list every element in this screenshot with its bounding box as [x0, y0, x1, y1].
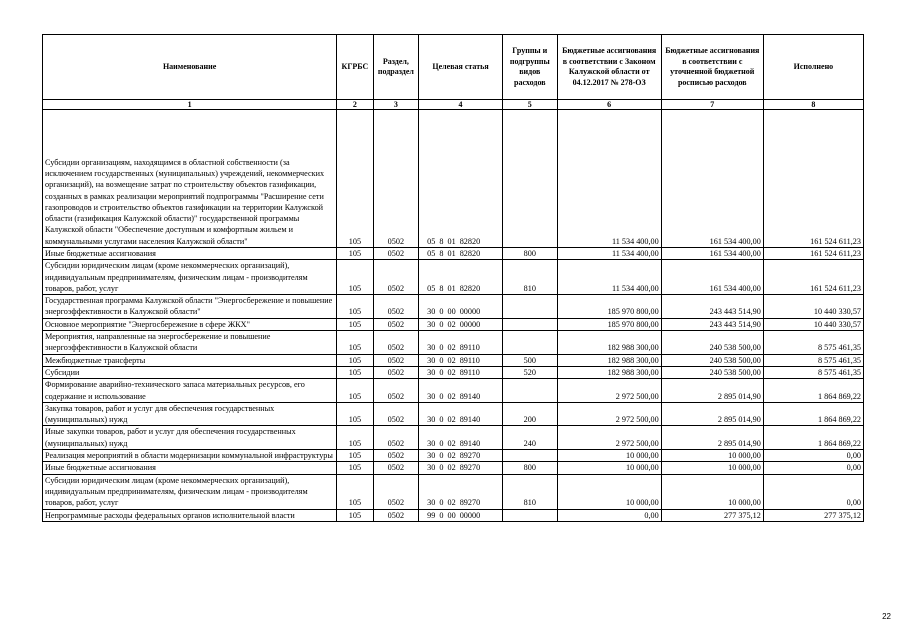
- row-name: Государственная программа Калужской области "Энергосбережение и повышение энергоэффективности в Калужской области": [43, 295, 337, 319]
- row-section: 0502: [373, 318, 418, 330]
- column-number: 6: [557, 100, 661, 110]
- table-row: [43, 260, 864, 295]
- row-section: 0502: [373, 379, 418, 403]
- row-group: [503, 110, 558, 248]
- table-row: [43, 474, 864, 509]
- row-section: 0502: [373, 426, 418, 450]
- row-target: 30 0 02 89110: [419, 366, 503, 378]
- row-refined: 243 443 514,90: [661, 295, 763, 319]
- header-section: Раздел, подраздел: [373, 35, 418, 100]
- row-section: 0502: [373, 295, 418, 319]
- row-executed: 161 524 611,23: [763, 260, 863, 295]
- row-name: Закупка товаров, работ и услуг для обеспечения государственных (муниципальных) нужд: [43, 402, 337, 426]
- row-executed: 1 864 869,22: [763, 379, 863, 403]
- row-law: 11 534 400,00: [557, 110, 661, 248]
- row-name: Непрограммные расходы федеральных органов исполнительной власти: [43, 509, 337, 521]
- row-executed: 10 440 330,57: [763, 295, 863, 319]
- row-target: 99 0 00 00000: [419, 509, 503, 521]
- row-target: 05 8 01 82820: [419, 260, 503, 295]
- row-executed: 8 575 461,35: [763, 354, 863, 366]
- row-name: Субсидии организациям, находящимся в областной собственности (за исключением государственных (муниципальных) учреждений, некоммерческих организаций), на возмещение затрат по строительству объектов газификации, созданных в рамках реализации мероприятий подпрограммы "Расширение сети газопроводов и строительство объектов газификации на территории Калужской области (газификация Калужской области)" государственной программы Калужской области "Обеспечение доступным и комфортным жильем и коммунальными услугами населения Калужской области": [43, 110, 337, 248]
- row-executed: 0,00: [763, 462, 863, 474]
- row-kgrbs: 105: [337, 295, 373, 319]
- row-group: [503, 318, 558, 330]
- row-refined: 277 375,12: [661, 509, 763, 521]
- row-kgrbs: 105: [337, 110, 373, 248]
- row-section: 0502: [373, 331, 418, 355]
- row-kgrbs: 105: [337, 331, 373, 355]
- row-target: 30 0 02 89140: [419, 379, 503, 403]
- row-target: 30 0 02 89110: [419, 354, 503, 366]
- table-row: [43, 248, 864, 260]
- budget-table: [42, 34, 864, 522]
- column-number-row: [43, 100, 864, 110]
- column-number: 3: [373, 100, 418, 110]
- row-refined: 2 895 014,90: [661, 379, 763, 403]
- table-header-row: [43, 35, 864, 100]
- row-executed: 1 864 869,22: [763, 426, 863, 450]
- column-number: 5: [503, 100, 558, 110]
- row-executed: 277 375,12: [763, 509, 863, 521]
- table-row: [43, 450, 864, 462]
- header-kgrbs: КГРБС: [337, 35, 373, 100]
- row-kgrbs: 105: [337, 509, 373, 521]
- column-number: 2: [337, 100, 373, 110]
- row-section: 0502: [373, 402, 418, 426]
- row-section: 0502: [373, 260, 418, 295]
- row-group: 200: [503, 402, 558, 426]
- row-kgrbs: 105: [337, 474, 373, 509]
- row-target: 30 0 02 89140: [419, 402, 503, 426]
- row-kgrbs: 105: [337, 354, 373, 366]
- row-executed: 0,00: [763, 450, 863, 462]
- row-section: 0502: [373, 354, 418, 366]
- row-executed: 161 524 611,23: [763, 248, 863, 260]
- row-group: 800: [503, 248, 558, 260]
- column-number: 8: [763, 100, 863, 110]
- row-target: 30 0 02 89110: [419, 331, 503, 355]
- row-law: 182 988 300,00: [557, 331, 661, 355]
- row-section: 0502: [373, 110, 418, 248]
- row-law: 11 534 400,00: [557, 260, 661, 295]
- row-law: 182 988 300,00: [557, 354, 661, 366]
- row-refined: 240 538 500,00: [661, 331, 763, 355]
- page-number: 22: [882, 612, 891, 621]
- budget-table-sheet: [42, 34, 864, 522]
- row-target: 30 0 02 89140: [419, 426, 503, 450]
- header-target: Целевая статья: [419, 35, 503, 100]
- table-row: [43, 426, 864, 450]
- table-row: [43, 295, 864, 319]
- row-executed: 1 864 869,22: [763, 402, 863, 426]
- table-row: [43, 366, 864, 378]
- column-number: 1: [43, 100, 337, 110]
- row-name: Субсидии юридическим лицам (кроме некоммерческих организаций), индивидуальным предпринимателям, физическим лицам - производителям товаров, работ, услуг: [43, 474, 337, 509]
- row-group: 500: [503, 354, 558, 366]
- row-law: 11 534 400,00: [557, 248, 661, 260]
- header-name: Наименование: [43, 35, 337, 100]
- row-section: 0502: [373, 509, 418, 521]
- row-law: 2 972 500,00: [557, 379, 661, 403]
- table-row: [43, 402, 864, 426]
- row-law: 185 970 800,00: [557, 295, 661, 319]
- row-refined: 10 000,00: [661, 474, 763, 509]
- table-row: [43, 462, 864, 474]
- row-section: 0502: [373, 248, 418, 260]
- table-row: [43, 379, 864, 403]
- row-target: 05 8 01 82820: [419, 248, 503, 260]
- row-name: Субсидии юридическим лицам (кроме некоммерческих организаций), индивидуальным предпринимателям, физическим лицам - производителям товаров, работ, услуг: [43, 260, 337, 295]
- row-law: 185 970 800,00: [557, 318, 661, 330]
- row-law: 2 972 500,00: [557, 402, 661, 426]
- header-budget-refined: Бюджетные ассигнования в соответствии с уточненной бюджетной росписью расходов: [661, 35, 763, 100]
- row-section: 0502: [373, 366, 418, 378]
- row-group: 810: [503, 260, 558, 295]
- header-expense-group: Группы и подгруппы видов расходов: [503, 35, 558, 100]
- row-target: 30 0 02 89270: [419, 462, 503, 474]
- row-kgrbs: 105: [337, 462, 373, 474]
- row-refined: 10 000,00: [661, 462, 763, 474]
- row-section: 0502: [373, 450, 418, 462]
- row-refined: 2 895 014,90: [661, 402, 763, 426]
- table-row: [43, 331, 864, 355]
- row-executed: 10 440 330,57: [763, 318, 863, 330]
- table-row: [43, 110, 864, 248]
- row-refined: 161 534 400,00: [661, 110, 763, 248]
- row-refined: 161 534 400,00: [661, 260, 763, 295]
- header-executed: Исполнено: [763, 35, 863, 100]
- row-name: Реализация мероприятий в области модернизации коммунальной инфраструктуры: [43, 450, 337, 462]
- row-kgrbs: 105: [337, 426, 373, 450]
- row-name: Мероприятия, направленные на энергосбережение и повышение энергоэффективности в Калужской области: [43, 331, 337, 355]
- row-group: 520: [503, 366, 558, 378]
- row-kgrbs: 105: [337, 248, 373, 260]
- row-section: 0502: [373, 462, 418, 474]
- row-group: 800: [503, 462, 558, 474]
- row-kgrbs: 105: [337, 366, 373, 378]
- table-row: [43, 354, 864, 366]
- row-group: [503, 379, 558, 403]
- row-kgrbs: 105: [337, 379, 373, 403]
- row-kgrbs: 105: [337, 260, 373, 295]
- table-row: [43, 318, 864, 330]
- row-law: 2 972 500,00: [557, 426, 661, 450]
- row-section: 0502: [373, 474, 418, 509]
- row-refined: 243 443 514,90: [661, 318, 763, 330]
- row-refined: 10 000,00: [661, 450, 763, 462]
- row-name: Субсидии: [43, 366, 337, 378]
- row-group: 810: [503, 474, 558, 509]
- row-name: Основное мероприятие "Энергосбережение в сфере ЖКХ": [43, 318, 337, 330]
- table-row: [43, 509, 864, 521]
- row-kgrbs: 105: [337, 402, 373, 426]
- row-name: Иные закупки товаров, работ и услуг для обеспечения государственных (муниципальных) нужд: [43, 426, 337, 450]
- row-target: 05 8 01 82820: [419, 110, 503, 248]
- row-name: Иные бюджетные ассигнования: [43, 462, 337, 474]
- row-law: 10 000,00: [557, 474, 661, 509]
- row-name: Формирование аварийно-технического запаса материальных ресурсов, его содержание и использование: [43, 379, 337, 403]
- row-executed: 8 575 461,35: [763, 366, 863, 378]
- row-law: 10 000,00: [557, 450, 661, 462]
- row-group: 240: [503, 426, 558, 450]
- row-target: 30 0 02 89270: [419, 450, 503, 462]
- row-kgrbs: 105: [337, 450, 373, 462]
- row-refined: 240 538 500,00: [661, 354, 763, 366]
- row-executed: 8 575 461,35: [763, 331, 863, 355]
- row-group: [503, 509, 558, 521]
- row-kgrbs: 105: [337, 318, 373, 330]
- row-target: 30 0 00 00000: [419, 295, 503, 319]
- row-law: 10 000,00: [557, 462, 661, 474]
- row-refined: 2 895 014,90: [661, 426, 763, 450]
- column-number: 7: [661, 100, 763, 110]
- row-law: 0,00: [557, 509, 661, 521]
- row-law: 182 988 300,00: [557, 366, 661, 378]
- row-group: [503, 295, 558, 319]
- row-group: [503, 450, 558, 462]
- row-executed: 161 524 611,23: [763, 110, 863, 248]
- row-target: 30 0 02 00000: [419, 318, 503, 330]
- row-executed: 0,00: [763, 474, 863, 509]
- row-name: Иные бюджетные ассигнования: [43, 248, 337, 260]
- column-number: 4: [419, 100, 503, 110]
- row-group: [503, 331, 558, 355]
- row-name: Межбюджетные трансферты: [43, 354, 337, 366]
- row-target: 30 0 02 89270: [419, 474, 503, 509]
- header-budget-law: Бюджетные ассигнования в соответствии с Законом Калужской области от 04.12.2017 № 278-ОЗ: [557, 35, 661, 100]
- row-refined: 240 538 500,00: [661, 366, 763, 378]
- row-refined: 161 534 400,00: [661, 248, 763, 260]
